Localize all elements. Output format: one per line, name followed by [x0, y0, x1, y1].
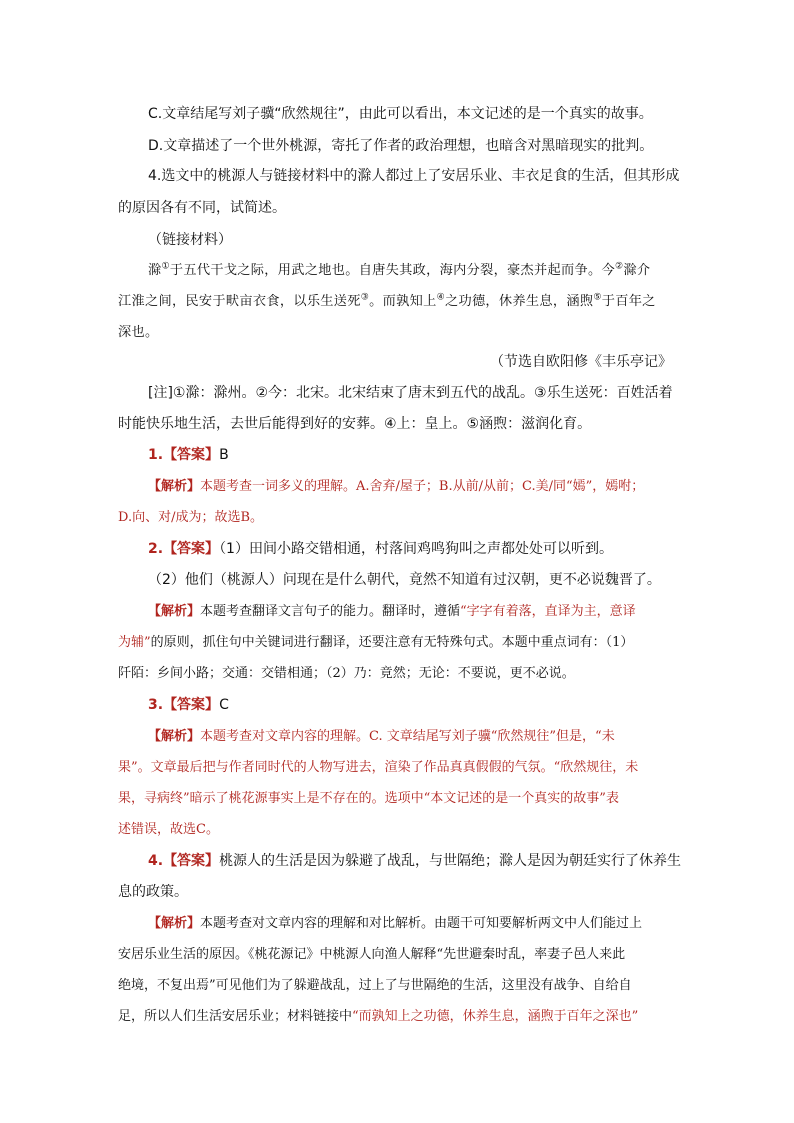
analysis-4-line-1	[148, 914, 642, 934]
note-marker: ⑤	[593, 292, 602, 303]
answer-number: 2.	[148, 541, 164, 557]
analysis-text: 本题考查对文章内容的理解。C. 文章结尾写刘子骥“欣然规往”但是，“未	[200, 729, 615, 744]
note-line-1: [注]①滁：滁州。②今：北宋。北宋结束了唐末到五代的战乱。③乐生送死：百姓活着	[148, 385, 673, 401]
analysis-3-line-3: 果，寻病终”暗示了桃花源事实上是不存在的。选项中“本文记述的是一个真实的故事”表	[118, 791, 619, 806]
analysis-quote: “而孰知上之功德，休养生息，涵煦于百年之深也”	[352, 1009, 639, 1024]
analysis-3-line-2: 果”。文章最后把与作者同时代的人物写进去，渲染了作品真真假假的气氛。“欣然规往，未	[118, 760, 639, 775]
answer-value: C	[219, 697, 229, 713]
question-4-line-2: 的原因各有不同，试简述。	[118, 200, 286, 216]
answer-value: 桃源人的生活是因为躲避了战乱，与世隔绝；滁人是因为朝廷实行了休养生	[219, 853, 682, 869]
material-text: 滁介	[623, 263, 651, 278]
option-d: D.文章描述了一个世外桃源，寄托了作者的政治理想，也暗含对黑暗现实的批判。	[148, 138, 654, 154]
analysis-2-line-2	[118, 633, 633, 653]
material-line-3: 深也。	[118, 325, 159, 340]
note-line-2: 时能快乐地生活，去世后能得到好的安葬。④上：皇上。⑤涵煦：滋润化育。	[118, 416, 592, 432]
material-line-2	[118, 292, 656, 312]
note-marker: ①	[161, 261, 170, 272]
analysis-2-line-3: 阡陌：乡间小路；交通：交错相通；（2）乃：竟然；无论：不要说，更不必说。	[118, 666, 575, 681]
analysis-4-line-2: 安居乐业生活的原因。《桃花源记》中桃源人向渔人解释“先世避秦时乱，率妻子邑人来此	[118, 947, 626, 962]
answer-2-line-1	[148, 539, 613, 559]
answer-4-line-2: 息的政策。	[118, 884, 188, 900]
material-line-1	[148, 261, 650, 281]
answer-3	[148, 695, 229, 715]
option-c: C.文章结尾写刘子骥“欣然规往”，由此可以看出，本文记述的是一个真实的故事。	[148, 106, 653, 122]
question-4-line-1: 4.选文中的桃源人与链接材料中的滁人都过上了安居乐业、丰衣足食的生活，但其形成	[148, 168, 680, 184]
analysis-text: 本题考查对文章内容的理解和对比解析。由题干可知要解析两文中人们能过上	[200, 916, 643, 931]
answer-value: （1）田间小路交错相通，村落间鸡鸣狗叫之声都处处可以听到。	[219, 541, 613, 557]
analysis-quote: 为辅”	[118, 635, 151, 650]
answer-1	[148, 445, 229, 465]
answer-number: 3.	[148, 697, 164, 713]
note-marker: ③	[360, 292, 370, 303]
answer-label: 【答案】	[163, 853, 220, 869]
material-source: （节选自欧阳修《丰乐亭记》	[490, 354, 672, 370]
analysis-4-line-4	[118, 1007, 638, 1027]
analysis-text: 本题考查一词多义的理解。A.舍弃/屋子；B.从前/从前；C.美/同“嫣”，嫣咐；	[200, 479, 645, 494]
analysis-3-line-1	[148, 727, 615, 747]
answer-number: 4.	[148, 853, 164, 869]
answer-number: 1.	[148, 447, 164, 463]
answer-label: 【答案】	[163, 697, 220, 713]
note-marker: ④	[436, 292, 445, 303]
analysis-quote: “字字有着落，直译为主，意译	[460, 604, 636, 619]
material-text: 滁	[148, 263, 162, 278]
material-text: 江淮之间，民安于畎亩衣食，以乐生送死	[118, 294, 361, 309]
answer-label: 【答案】	[163, 447, 220, 463]
material-text: 之功德，休养生息，涵煦	[444, 294, 594, 309]
analysis-text: 足，所以人们生活安居乐业；材料链接中	[118, 1009, 353, 1024]
analysis-4-line-3: 绝境，不复出焉”可见他们为了躲避战乱，过上了与世隔绝的生活，这里没有战争、自给自	[118, 978, 632, 993]
material-text: 于百年之	[601, 294, 656, 309]
analysis-label: 【解析】	[148, 729, 201, 744]
analysis-label: 【解析】	[148, 479, 201, 494]
answer-4-line-1	[148, 851, 681, 871]
material-text: 于五代干戈之际，用武之地也。自唐失其政，海内分裂，豪杰并起而争。今	[169, 263, 615, 278]
analysis-1-line-1	[148, 477, 644, 497]
material-text: 。而孰知上	[369, 294, 437, 309]
analysis-2-line-1	[148, 602, 636, 622]
analysis-text: 本题考查翻译文言句子的能力。翻译时，遵循	[200, 604, 461, 619]
answer-value: B	[219, 447, 229, 463]
answer-label: 【答案】	[163, 541, 220, 557]
analysis-label: 【解析】	[148, 604, 201, 619]
analysis-1-line-2: D.向、对/成为；故选B。	[118, 510, 264, 525]
analysis-label: 【解析】	[148, 916, 201, 931]
analysis-text: 的原则，抓住句中关键词进行翻译，还要注意有无特殊句式。本题中重点词有：（1）	[150, 635, 634, 650]
note-marker: ②	[614, 261, 624, 272]
link-material-title: （链接材料）	[148, 232, 232, 248]
analysis-3-line-4: 述错误，故选C。	[118, 822, 219, 837]
answer-2-line-2: （2）他们（桃源人）问现在是什么朝代，竟然不知道有过汉朝，更不必说魏晋了。	[148, 572, 661, 588]
